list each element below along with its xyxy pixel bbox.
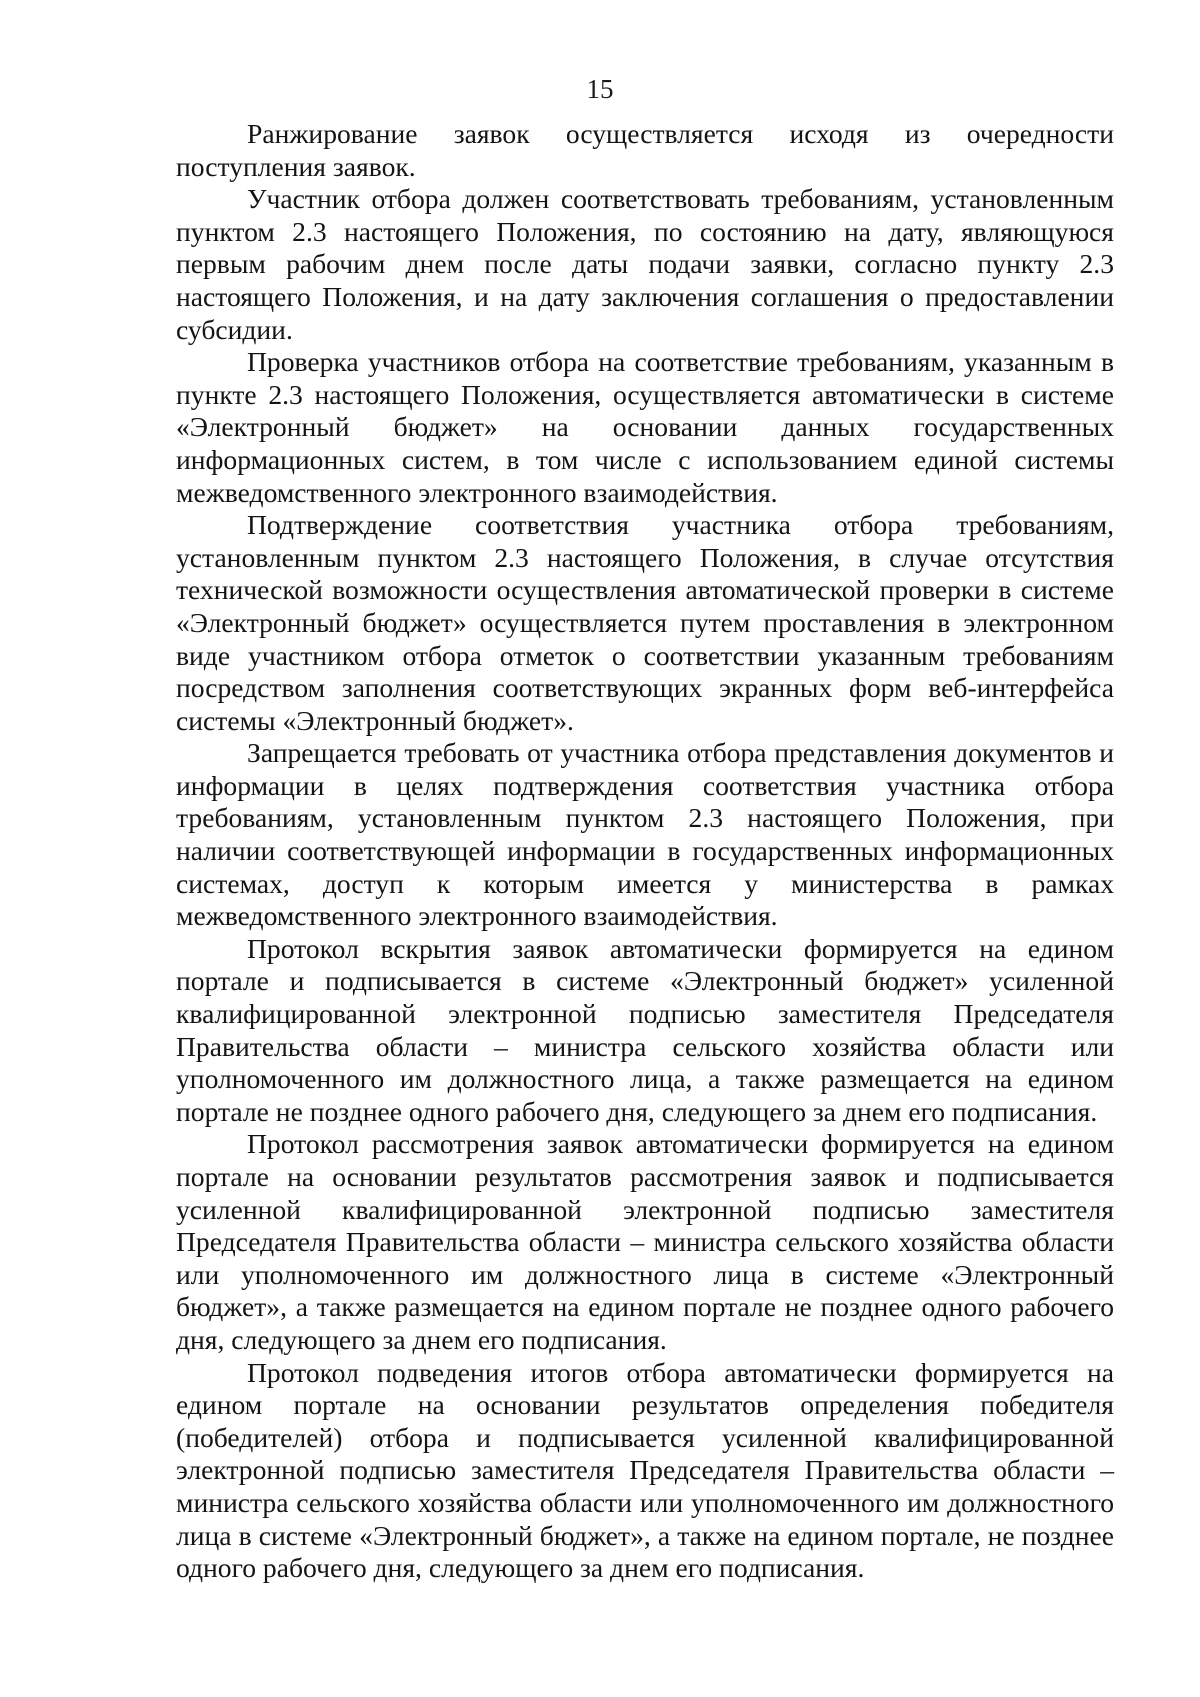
paragraph-review-protocol: Протокол рассмотрения заявок автоматически формируется на едином портале на основании результатов рассмотрения заявок и подписывается усиленной квалифицированной электронной подписью заместителя Председателя Правительства области – министра сельского хозяйства области или уполномоченного им должностного лица в системе «Электронный бюджет», а также размещается на едином портале не позднее одного рабочего дня, следующего за днем его подписания. [176,1128,1114,1355]
paragraph-participant-requirements: Участник отбора должен соответствовать требованиям, установленным пунктом 2.3 настоящего Положения, по состоянию на дату, являющуюся первым рабочим днем после даты подачи заявки, согласно пункту 2.3 настоящего Положения, и на дату заключения соглашения о предоставлении субсидии. [176,183,1114,345]
paragraph-prohibition: Запрещается требовать от участника отбора представления документов и информации в целях подтверждения соответствия участника отбора требованиям, установленным пунктом 2.3 настоящего Положения, при наличии соответствующей информации в государственных информационных системах, доступ к которым имеется у министерства в рамках межведомственного электронного взаимодействия. [176,737,1114,932]
paragraph-automatic-check: Проверка участников отбора на соответствие требованиям, указанным в пункте 2.3 настоящего Положения, осуществляется автоматически в системе «Электронный бюджет» на основании данных государственных информационных систем, в том числе с использованием единой системы межведомственного электронного взаимодействия. [176,346,1114,508]
document-body [176,118,1114,1585]
paragraph-opening-protocol: Протокол вскрытия заявок автоматически формируется на едином портале и подписывается в системе «Электронный бюджет» усиленной квалифицированной электронной подписью заместителя Председателя Правительства области – министра сельского хозяйства области или уполномоченного им должностного лица, а также размещается на едином портале не позднее одного рабочего дня, следующего за днем его подписания. [176,932,1114,1127]
page-number: 15 [586,74,614,104]
paragraph-confirmation: Подтверждение соответствия участника отбора требованиям, установленным пунктом 2.3 настоящего Положения, в случае отсутствия технической возможности осуществления автоматической проверки в системе «Электронный бюджет» осуществляется путем проставления в электронном виде участником отбора отметок о соответствии указанным требованиям посредством заполнения соответствующих экранных форм веб-интерфейса системы «Электронный бюджет». [176,509,1114,736]
paragraph-ranking: Ранжирование заявок осуществляется исходя из очередности поступления заявок. [176,118,1114,182]
paragraph-results-protocol: Протокол подведения итогов отбора автоматически формируется на едином портале на основании результатов определения победителя (победителей) отбора и подписывается усиленной квалифицированной электронной подписью заместителя Председателя Правительства области – министра сельского хозяйства области или уполномоченного им должностного лица в системе «Электронный бюджет», а также на едином портале, не позднее одного рабочего дня, следующего за днем его подписания. [176,1356,1114,1584]
